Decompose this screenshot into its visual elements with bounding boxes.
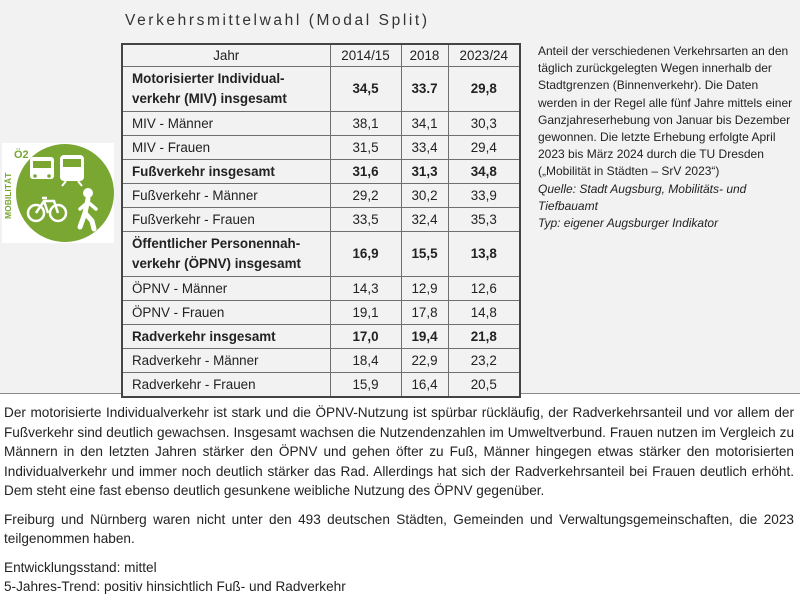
table-row <box>122 373 520 398</box>
cell-value: 23,2 <box>448 349 520 373</box>
header-2018: 2018 <box>401 44 448 67</box>
cell-value: 31,6 <box>330 160 401 184</box>
cell-value: 33,5 <box>330 208 401 232</box>
cell-value: 33.7 <box>401 67 448 112</box>
analysis-text <box>4 403 794 597</box>
cell-value: 34,5 <box>330 67 401 112</box>
row-label: MIV - Frauen <box>122 136 330 160</box>
indicator-description <box>538 43 793 232</box>
five-year-trend: 5-Jahres-Trend: positiv hinsichtlich Fuß- und Radverkehr <box>4 579 346 594</box>
table-row <box>122 208 520 232</box>
table-row <box>122 301 520 325</box>
cell-value: 34,1 <box>401 112 448 136</box>
row-label: Fußverkehr insgesamt <box>122 160 330 184</box>
cell-value: 17,8 <box>401 301 448 325</box>
cell-value: 29,8 <box>448 67 520 112</box>
cell-value: 17,0 <box>330 325 401 349</box>
cell-value: 30,3 <box>448 112 520 136</box>
cell-value: 30,2 <box>401 184 448 208</box>
row-label: MIV - Männer <box>122 112 330 136</box>
header-year: Jahr <box>122 44 330 67</box>
row-label: Radverkehr - Männer <box>122 349 330 373</box>
cell-value: 20,5 <box>448 373 520 398</box>
cell-value: 16,9 <box>330 232 401 277</box>
source-note: Quelle: Stadt Augsburg, Mobilitäts- und Tiefbauamt <box>538 181 747 213</box>
type-note: Typ: eigener Augsburger Indikator <box>538 216 719 231</box>
badge-code: Ö2 <box>14 149 29 161</box>
table-row <box>122 325 520 349</box>
modal-split-table <box>121 43 521 398</box>
table-row <box>122 112 520 136</box>
cell-value: 29,4 <box>448 136 520 160</box>
row-label-line: Öffentlicher Personennah- <box>132 236 301 251</box>
table-row <box>122 349 520 373</box>
description-text: Anteil der verschiedenen Verkehrsarten an den täglich zurückgelegten Wegen innerhalb der Stadtgrenzen (Binnenverkehr). Die Daten werden in der Regel alle fünf Jahre mittels einer Ganzjahreserhebung von Januar bis Dezember gewonnen. Die letzte Erhebung erfolgte April 2023 bis März 2024 durch die TU Dresden („Mobilität in Städten – SrV 2023“) <box>538 44 793 179</box>
page-title: Verkehrsmittelwahl (Modal Split) <box>125 12 430 29</box>
cell-value: 33,9 <box>448 184 520 208</box>
cell-value: 31,5 <box>330 136 401 160</box>
cell-value: 12,6 <box>448 277 520 301</box>
table-header-row <box>122 44 520 67</box>
cell-value: 16,4 <box>401 373 448 398</box>
cell-value: 35,3 <box>448 208 520 232</box>
cell-value: 38,1 <box>330 112 401 136</box>
row-label-line: Motorisierter Individual- <box>132 71 285 86</box>
table-row <box>122 277 520 301</box>
row-label-line: verkehr (ÖPNV) insgesamt <box>132 256 301 271</box>
cell-value: 29,2 <box>330 184 401 208</box>
cell-value: 15,5 <box>401 232 448 277</box>
row-label <box>122 67 330 112</box>
table-row <box>122 184 520 208</box>
cell-value: 14,8 <box>448 301 520 325</box>
row-label: ÖPNV - Männer <box>122 277 330 301</box>
cell-value: 18,4 <box>330 349 401 373</box>
analysis-paragraph: Der motorisierte Individualverkehr ist stark und die ÖPNV-Nutzung ist spürbar rückläufig, der Radverkehrsanteil und vor allem der Fußverkehr sind deutlich gewachsen. Insgesamt wachsen die Nutzendenzahlen im Umweltverbund. Frauen nutzen im Vergleich zu Männern in den letzten Jahren stärker den ÖPNV und gehen öfter zu Fuß, Männer hingegen etwas stärker den motorisierten Individualverkehr und immer noch deutlich stärker das Rad. Allerdings hat sich der Radverkehrsanteil bei Frauen deutlich erhöht. Dem steht eine fast ebenso deutlich gesunkene weibliche Nutzung des ÖPNV gegenüber. <box>4 405 794 498</box>
cell-value: 32,4 <box>401 208 448 232</box>
table-row <box>122 232 520 277</box>
table-row <box>122 136 520 160</box>
mobility-badge-icon <box>2 143 114 243</box>
comparison-paragraph: Freiburg und Nürnberg waren nicht unter den 493 deutschen Städten, Gemeinden und Verwaltungsgemeinschaften, die 2023 teilgenommen haben. <box>4 511 794 546</box>
header-2014-15: 2014/15 <box>330 44 401 67</box>
cell-value: 19,1 <box>330 301 401 325</box>
cell-value: 31,3 <box>401 160 448 184</box>
row-label: Radverkehr - Frauen <box>122 373 330 398</box>
row-label: ÖPNV - Frauen <box>122 301 330 325</box>
cell-value: 14,3 <box>330 277 401 301</box>
cell-value: 22,9 <box>401 349 448 373</box>
row-label-line: verkehr (MIV) insgesamt <box>132 91 287 106</box>
cell-value: 13,8 <box>448 232 520 277</box>
cell-value: 21,8 <box>448 325 520 349</box>
cell-value: 19,4 <box>401 325 448 349</box>
development-status: Entwicklungsstand: mittel <box>4 559 157 575</box>
header-2023-24: 2023/24 <box>448 44 520 67</box>
row-label: Fußverkehr - Männer <box>122 184 330 208</box>
cell-value: 12,9 <box>401 277 448 301</box>
row-label: Fußverkehr - Frauen <box>122 208 330 232</box>
table-row <box>122 67 520 112</box>
table-row <box>122 160 520 184</box>
cell-value: 15,9 <box>330 373 401 398</box>
cell-value: 33,4 <box>401 136 448 160</box>
row-label <box>122 232 330 277</box>
badge-label: MOBILITÄT <box>3 172 13 219</box>
row-label: Radverkehr insgesamt <box>122 325 330 349</box>
cell-value: 34,8 <box>448 160 520 184</box>
